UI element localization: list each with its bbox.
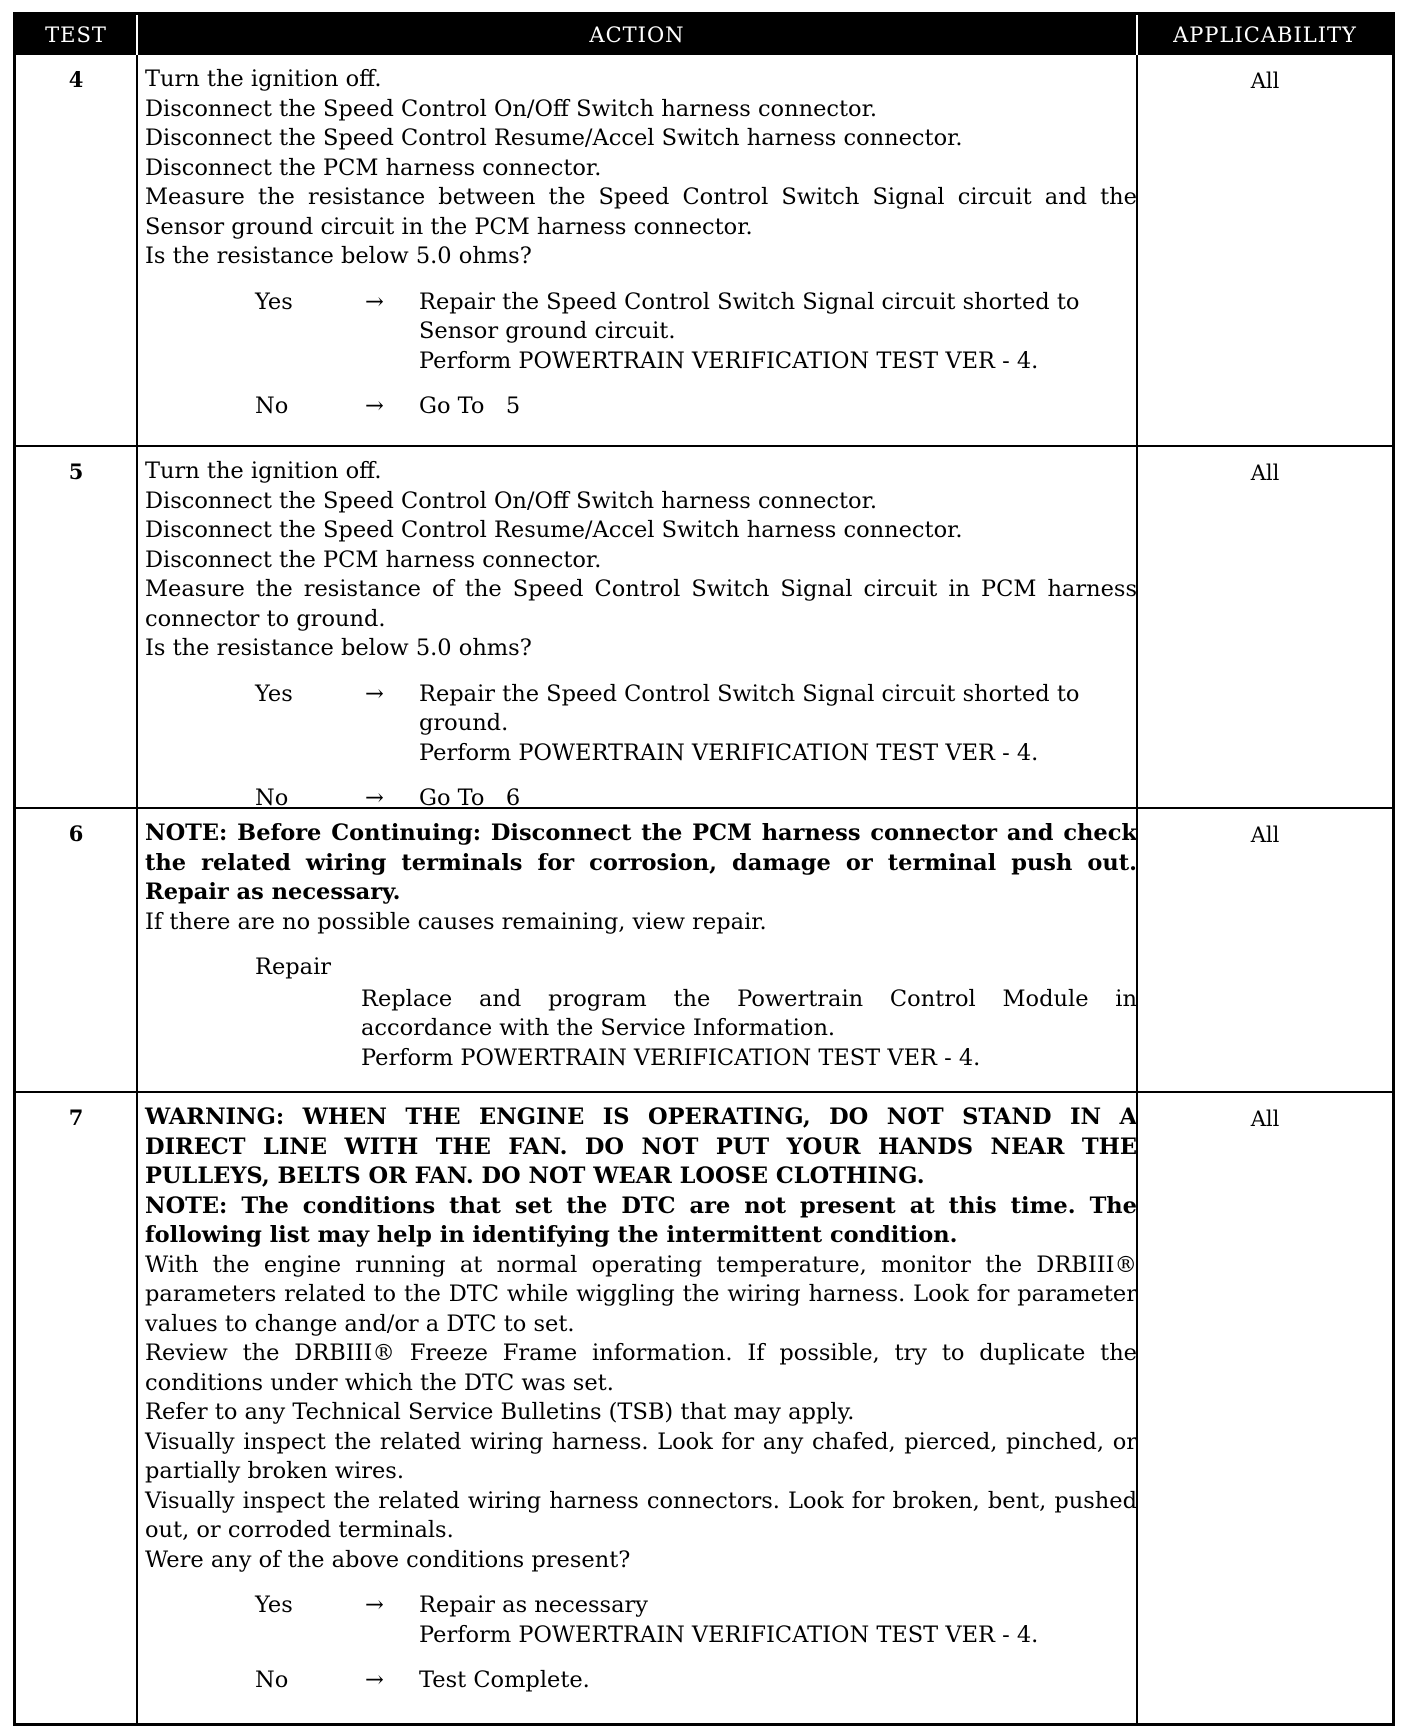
action-line: If there are no possible causes remaining, view repair. <box>145 908 767 935</box>
yes-branch <box>145 1591 1137 1650</box>
action-line: Is the resistance below 5.0 ohms? <box>145 243 532 269</box>
test-number: 4 <box>68 67 84 92</box>
row-divider <box>16 445 1392 447</box>
no-text: Go To 5 <box>419 393 521 419</box>
action-line: Visually inspect the related wiring harness connectors. Look for broken, bent, pushed out, or corroded terminals. <box>145 1487 1137 1543</box>
action-line: Turn the ignition off. <box>145 458 382 484</box>
action-line: Review the DRBIII® Freeze Frame information. If possible, try to duplicate the conditions under which the DTC was set. <box>145 1340 1137 1396</box>
yes-perform: Perform POWERTRAIN VERIFICATION TEST VER - 4. <box>419 347 1039 374</box>
yes-label: Yes <box>255 680 293 707</box>
no-text: Test Complete. <box>419 1667 590 1693</box>
arrow-icon: → <box>365 1592 384 1618</box>
applicability-value: All <box>1250 69 1280 93</box>
yes-branch <box>145 288 1137 377</box>
action-line: Disconnect the Speed Control Resume/Accel Switch harness connector. <box>145 125 963 151</box>
no-branch <box>145 784 1137 814</box>
repair-label: Repair <box>255 954 332 980</box>
test-number: 5 <box>68 459 84 484</box>
action-cell <box>145 1103 1137 1696</box>
repair-body <box>145 985 1137 1074</box>
arrow-icon: → <box>365 288 384 315</box>
no-label: No <box>255 1667 289 1693</box>
action-line: Disconnect the Speed Control On/Off Switch harness connector. <box>145 487 878 514</box>
applicability-value: All <box>1250 823 1280 847</box>
note-text: NOTE: The conditions that set the DTC are not present at this time. The following list may help in identifying the intermittent condition. <box>145 1192 1137 1248</box>
no-text: Go To 6 <box>419 785 521 811</box>
applicability-value: All <box>1250 1107 1280 1131</box>
yes-text: Repair the Speed Control Switch Signal circuit shorted to Sensor ground circuit. <box>419 288 1080 344</box>
action-line: Measure the resistance between the Speed Control Switch Signal circuit and the Sensor ground circuit in the PCM harness connector. <box>145 184 1137 240</box>
header-applicability: APPLICABILITY <box>1138 15 1392 55</box>
repair-perform: Perform POWERTRAIN VERIFICATION TEST VER - 4. <box>361 1044 981 1071</box>
warning-text: WARNING: WHEN THE ENGINE IS OPERATING, DO NOT STAND IN A DIRECT LINE WITH THE FAN. DO NOT PUT YOUR HANDS NEAR THE PULLEYS, BELTS OR FAN. DO NOT WEAR LOOSE CLOTHING. <box>145 1104 1137 1189</box>
action-line: Disconnect the PCM harness connector. <box>145 154 602 181</box>
action-line: Turn the ignition off. <box>145 66 382 92</box>
yes-label: Yes <box>255 288 293 315</box>
note-text: NOTE: Before Continuing: Disconnect the PCM harness connector and check the related wiring terminals for corrosion, damage or terminal push out. Repair as necessary. <box>145 820 1137 905</box>
header-test: TEST <box>16 15 136 55</box>
action-line: Disconnect the Speed Control Resume/Accel Switch harness connector. <box>145 517 963 543</box>
yes-branch <box>145 680 1137 769</box>
action-cell <box>145 457 1137 814</box>
action-line: Were any of the above conditions present? <box>145 1546 631 1573</box>
yes-text: Repair as necessary <box>419 1592 648 1618</box>
action-cell <box>145 65 1137 422</box>
yes-perform: Perform POWERTRAIN VERIFICATION TEST VER - 4. <box>419 1621 1039 1648</box>
action-line: With the engine running at normal operating temperature, monitor the DRBIII® parameters related to the DTC while wiggling the wiring harness. Look for parameter values to change and/or a DTC to set. <box>145 1251 1137 1337</box>
action-line: Disconnect the PCM harness connector. <box>145 546 602 573</box>
applicability-value: All <box>1250 461 1280 485</box>
no-label: No <box>255 785 289 811</box>
arrow-icon: → <box>365 785 384 811</box>
header-action: ACTION <box>138 15 1136 55</box>
action-line: Refer to any Technical Service Bulletins (TSB) that may apply. <box>145 1399 855 1425</box>
repair-text: Replace and program the Powertrain Control Module in accordance with the Service Information. <box>361 985 1137 1041</box>
test-number: 6 <box>68 821 84 846</box>
arrow-icon: → <box>365 1667 384 1693</box>
diagnostic-table <box>13 12 1395 1726</box>
no-branch <box>145 392 1137 422</box>
action-line: Is the resistance below 5.0 ohms? <box>145 635 532 661</box>
yes-label: Yes <box>255 1592 293 1618</box>
action-cell <box>145 819 1137 1073</box>
row-divider <box>16 1091 1392 1093</box>
action-line: Visually inspect the related wiring harness. Look for any chafed, pierced, pinched, or partially broken wires. <box>145 1428 1137 1484</box>
no-label: No <box>255 393 289 419</box>
no-branch <box>145 1666 1137 1696</box>
yes-text: Repair the Speed Control Switch Signal circuit shorted to ground. <box>419 680 1080 736</box>
yes-perform: Perform POWERTRAIN VERIFICATION TEST VER - 4. <box>419 739 1039 766</box>
test-number: 7 <box>68 1105 84 1130</box>
arrow-icon: → <box>365 680 384 707</box>
action-line: Measure the resistance of the Speed Control Switch Signal circuit in PCM harness connector to ground. <box>145 576 1137 632</box>
arrow-icon: → <box>365 393 384 419</box>
column-divider <box>136 55 138 1723</box>
action-line: Disconnect the Speed Control On/Off Switch harness connector. <box>145 95 878 122</box>
